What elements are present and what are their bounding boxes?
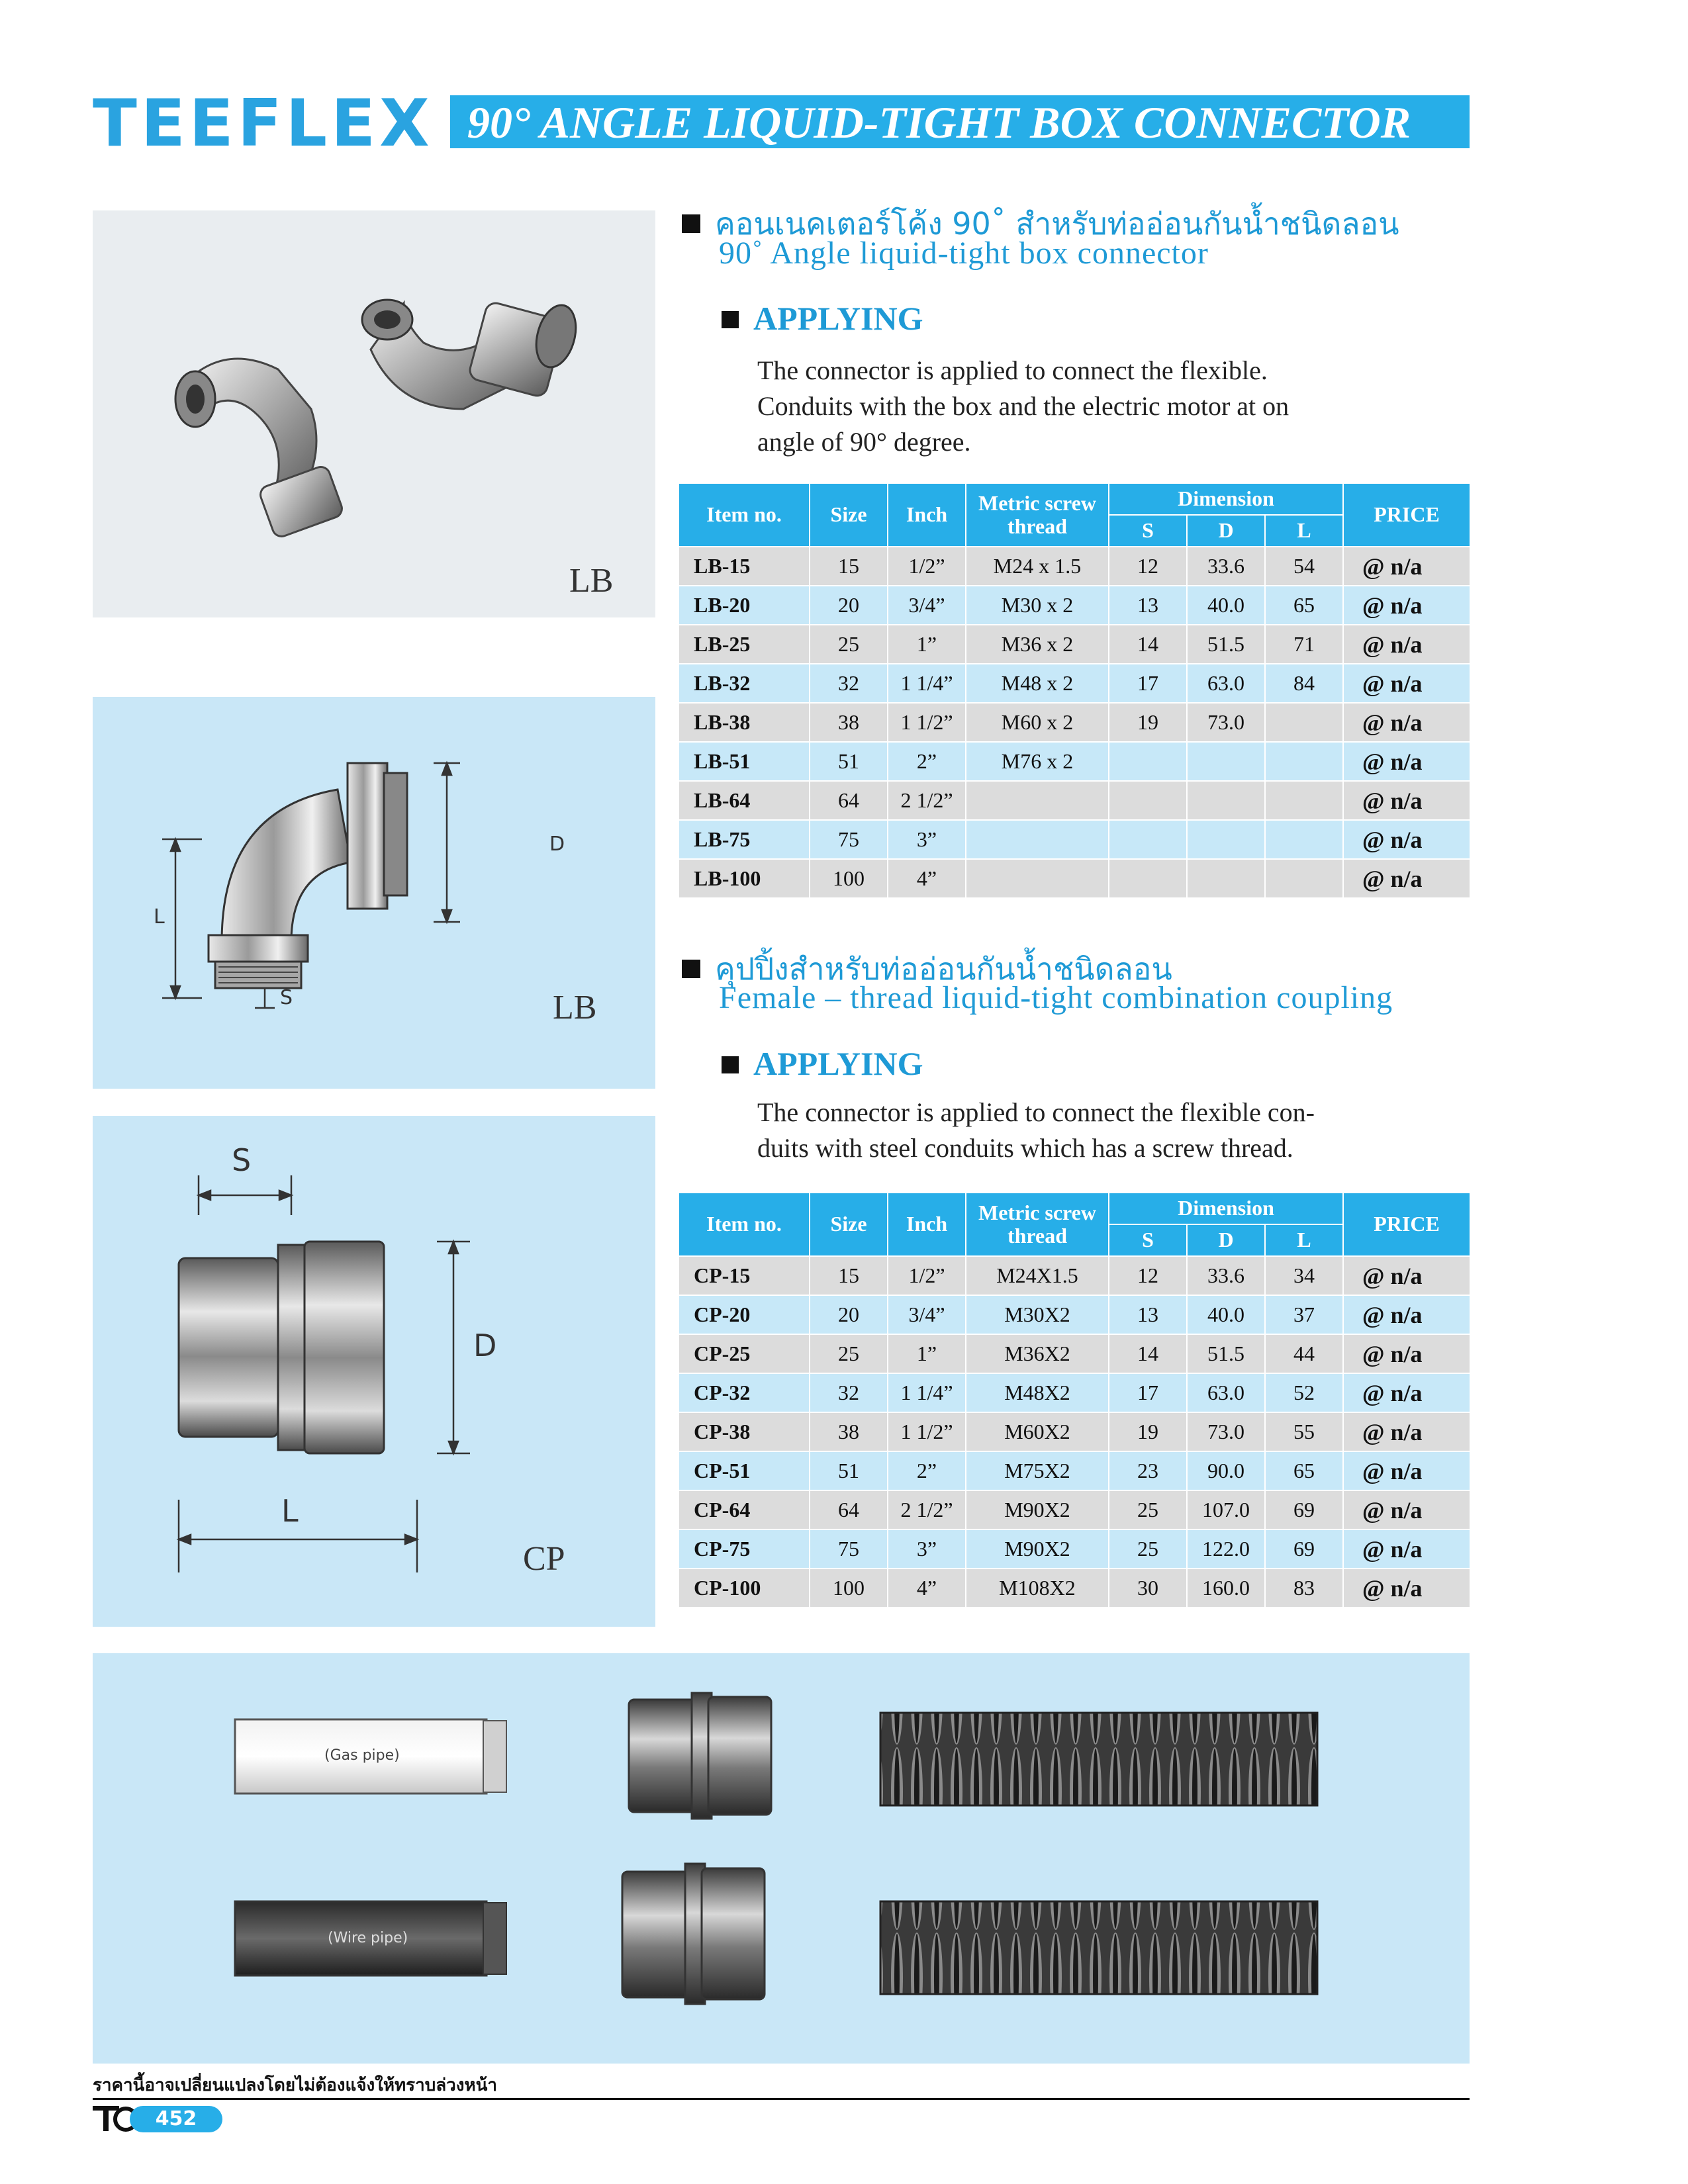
- col-inch: Inch: [888, 1193, 966, 1256]
- table-row: LB-32 32 1 1/4” M48 x 2 17 63.0 84 @ n/a: [679, 664, 1470, 703]
- pipe-assembly-photo: [93, 1653, 1470, 2064]
- table-row: LB-25 25 1” M36 x 2 14 51.5 71 @ n/a: [679, 625, 1470, 664]
- table-row: LB-15 15 1/2” M24 x 1.5 12 33.6 54 @ n/a: [679, 547, 1470, 586]
- col-item: Item no.: [679, 1193, 810, 1256]
- wire-pipe-label: (Wire pipe): [328, 1930, 408, 1946]
- bullet-square-icon: [682, 960, 700, 978]
- lb-dimension-figure: [93, 697, 655, 1089]
- lb-dim-s-label: S: [280, 986, 293, 1009]
- cp-dim-s-label: S: [232, 1142, 252, 1178]
- page-title-bar: [450, 95, 1470, 148]
- page-title: 90° ANGLE LIQUID-TIGHT BOX CONNECTOR: [467, 97, 1411, 148]
- cp-dimension-figure: [93, 1116, 655, 1627]
- table-row: LB-20 20 3/4” M30 x 2 13 40.0 65 @ n/a: [679, 586, 1470, 625]
- table-row: CP-51 51 2” M75X2 23 90.0 65 @ n/a: [679, 1451, 1470, 1490]
- section1-title-en: 90˚ Angle liquid-tight box connector: [719, 236, 1209, 271]
- table-row: LB-51 51 2” M76 x 2 @ n/a: [679, 742, 1470, 781]
- table-row: LB-100 100 4” @ n/a: [679, 859, 1470, 898]
- section1-applying-heading: APPLYING: [722, 299, 923, 338]
- cp-figure-label: CP: [523, 1540, 565, 1578]
- cp-dim-d-label: D: [473, 1328, 497, 1363]
- table-row: CP-38 38 1 1/2” M60X2 19 73.0 55 @ n/a: [679, 1412, 1470, 1451]
- lb-dim-l-label: L: [154, 905, 165, 929]
- section2-title-en: Female – thread liquid-tight combination coupling: [719, 980, 1393, 1015]
- bullet-square-icon: [722, 311, 739, 328]
- col-dimension: Dimension: [1109, 1193, 1343, 1224]
- lb-figure-label: LB: [553, 989, 597, 1026]
- section1-title-th: คอนเนคเตอร์โค้ง 90˚ สำหรับท่ออ่อนกันน้ำชนิดลอน: [682, 200, 1399, 248]
- lb-drawing: [93, 697, 655, 1089]
- gas-pipe-label: (Gas pipe): [324, 1747, 400, 1764]
- table-row: CP-15 15 1/2” M24X1.5 12 33.6 34 @ n/a: [679, 1256, 1470, 1295]
- lb-dim-d-label: D: [549, 833, 565, 856]
- section1-description: The connector is applied to connect the flexible. Conduits with the box and the electric motor at on angle of 90° degree.: [757, 355, 1289, 457]
- cp-drawing: [93, 1116, 655, 1627]
- table-row: CP-75 75 3” M90X2 25 122.0 69 @ n/a: [679, 1529, 1470, 1569]
- col-dim-d: D: [1187, 1224, 1265, 1256]
- lb-photo-illustration: [93, 210, 655, 617]
- col-item: Item no.: [679, 483, 810, 547]
- col-dim-l: L: [1265, 515, 1343, 547]
- col-metric: Metric screw thread: [966, 1193, 1109, 1256]
- lb-product-photo: [93, 210, 655, 617]
- col-dim-d: D: [1187, 515, 1265, 547]
- table-row: CP-32 32 1 1/4” M48X2 17 63.0 52 @ n/a: [679, 1373, 1470, 1412]
- table-row: LB-38 38 1 1/2” M60 x 2 19 73.0 @ n/a: [679, 703, 1470, 742]
- cp-spec-table: [678, 1192, 1471, 1608]
- table-row: CP-25 25 1” M36X2 14 51.5 44 @ n/a: [679, 1334, 1470, 1373]
- page-number: 452: [130, 2106, 222, 2132]
- brand-logo: TEEFLEX: [93, 86, 434, 161]
- col-dim-s: S: [1109, 515, 1187, 547]
- table-row: LB-64 64 2 1/2” @ n/a: [679, 781, 1470, 820]
- price-disclaimer: ราคานี้อาจเปลี่ยนแปลงโดยไม่ต้องแจ้งให้ทราบล่วงหน้า: [93, 2075, 497, 2095]
- footer-divider: [93, 2098, 1470, 2100]
- table-row: CP-64 64 2 1/2” M90X2 25 107.0 69 @ n/a: [679, 1490, 1470, 1529]
- pipe-assembly-illustration: [93, 1653, 1470, 2064]
- col-dim-l: L: [1265, 1224, 1343, 1256]
- col-price: PRICE: [1343, 1193, 1470, 1256]
- table-row: LB-75 75 3” @ n/a: [679, 820, 1470, 859]
- lb-photo-label: LB: [569, 562, 614, 600]
- col-size: Size: [810, 483, 888, 547]
- table-row: CP-100 100 4” M108X2 30 160.0 83 @ n/a: [679, 1569, 1470, 1608]
- cp-dim-l-label: L: [281, 1493, 299, 1529]
- col-price: PRICE: [1343, 483, 1470, 547]
- col-inch: Inch: [888, 483, 966, 547]
- col-dim-s: S: [1109, 1224, 1187, 1256]
- col-metric: Metric screw thread: [966, 483, 1109, 547]
- col-size: Size: [810, 1193, 888, 1256]
- bullet-square-icon: [682, 214, 700, 233]
- lb-spec-table: [678, 482, 1471, 899]
- section2-applying-heading: APPLYING: [722, 1044, 923, 1083]
- table-row: CP-20 20 3/4” M30X2 13 40.0 37 @ n/a: [679, 1295, 1470, 1334]
- section2-title-th: คุปปิ้งสำหรับท่ออ่อนกันน้ำชนิดลอน: [682, 945, 1172, 993]
- section2-description: The connector is applied to connect the flexible con- duits with steel conduits which has a screw thread.: [757, 1097, 1315, 1163]
- bullet-square-icon: [722, 1056, 739, 1073]
- col-dimension: Dimension: [1109, 483, 1343, 515]
